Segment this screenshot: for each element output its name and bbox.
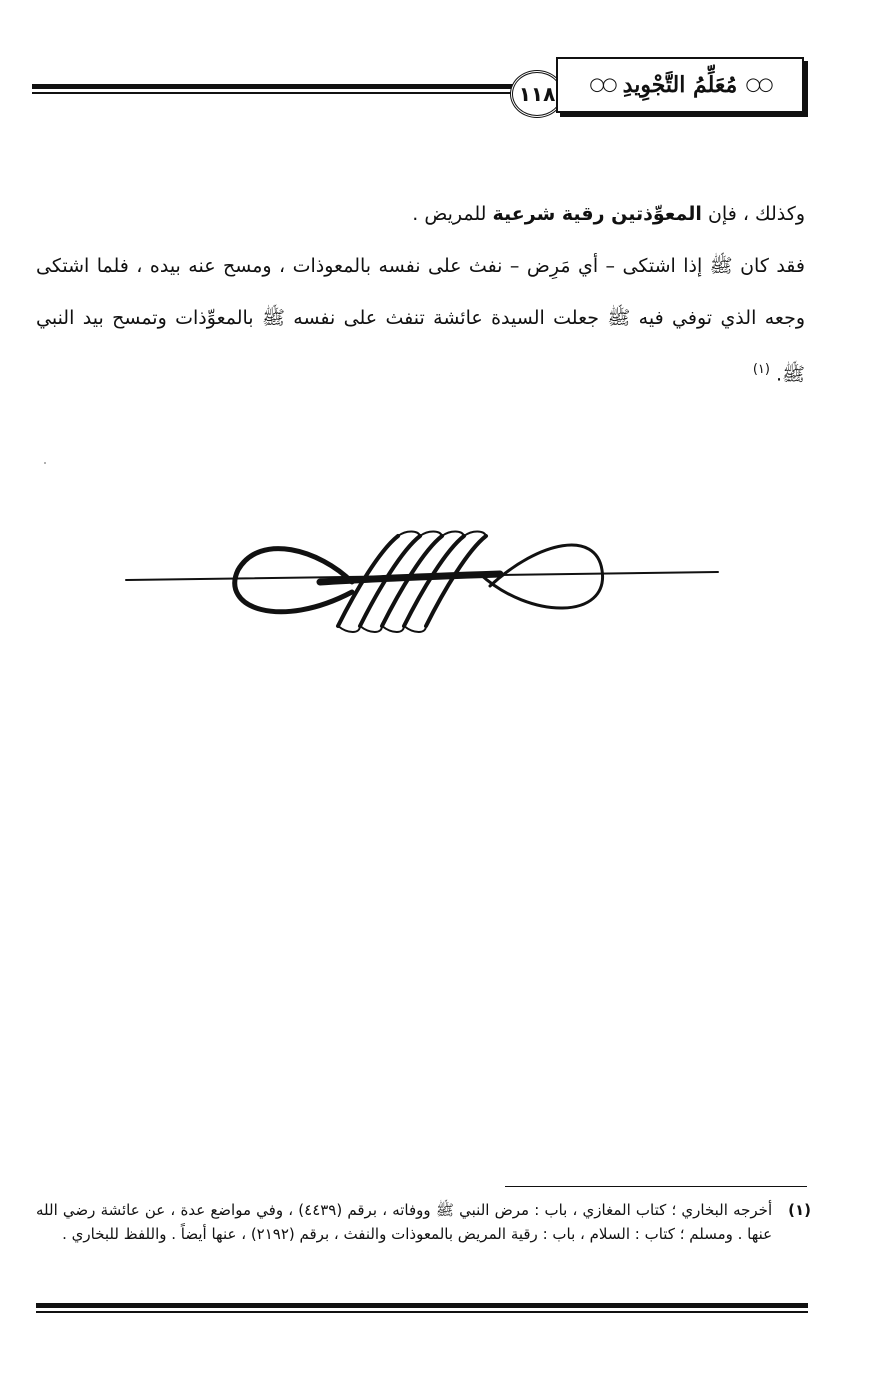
paragraph-2: فقد كان ﷺ إذا اشتكى – أي مَرِض – نفث على نفسه بالمعوذات ، ومسح عنه بيده ، فلما اشتكى وجعه الذي توفي فيه ﷺ جعلت السيدة عائشة تنفث على نفسه ﷺ بالمعوِّذات وتمسح بيد النبي ﷺ. $^{(١)}$ bbox=[36, 255, 805, 386]
footnote-text: أخرجه البخاري ؛ كتاب المغازي ، باب : مرض النبي ﷺ ووفاته ، برقم (٤٤٣٩) ، وفي مواضع عدة ، عن عائشة رضي الله عنها . ومسلم ؛ كتاب : السلام ، باب : رقية المريض بالمعوذات والنفث ، برقم (٢١٩٢) ، عنها أيضاً . واللفظ للبخاري . bbox=[36, 1201, 773, 1243]
header-rule-thick bbox=[32, 84, 514, 89]
footnote-reference: (١) bbox=[752, 362, 770, 377]
footer-rule-thin bbox=[36, 1311, 808, 1313]
speck bbox=[44, 462, 46, 464]
header-rule-thin bbox=[32, 92, 514, 94]
bold-phrase: المعوِّذتين رقية شرعية bbox=[492, 203, 702, 225]
circle-ornament-icon: ○○ bbox=[745, 74, 771, 95]
footnote-separator bbox=[505, 1186, 807, 1187]
circle-ornament-icon: ○○ bbox=[589, 74, 615, 95]
decorative-knot-flourish-icon bbox=[120, 530, 730, 640]
page-number: ١١٨ bbox=[518, 82, 556, 106]
main-text bbox=[36, 188, 805, 400]
footnote bbox=[36, 1198, 811, 1246]
footer-rule-thick bbox=[36, 1303, 808, 1308]
running-header bbox=[556, 57, 804, 113]
paragraph-1: وكذلك ، فإن المعوِّذتين رقية شرعية للمريض . bbox=[412, 203, 805, 225]
footnote-marker: (١) bbox=[788, 1201, 811, 1219]
book-title: مُعَلِّمُ التَّجْوِيدِ bbox=[622, 72, 738, 98]
